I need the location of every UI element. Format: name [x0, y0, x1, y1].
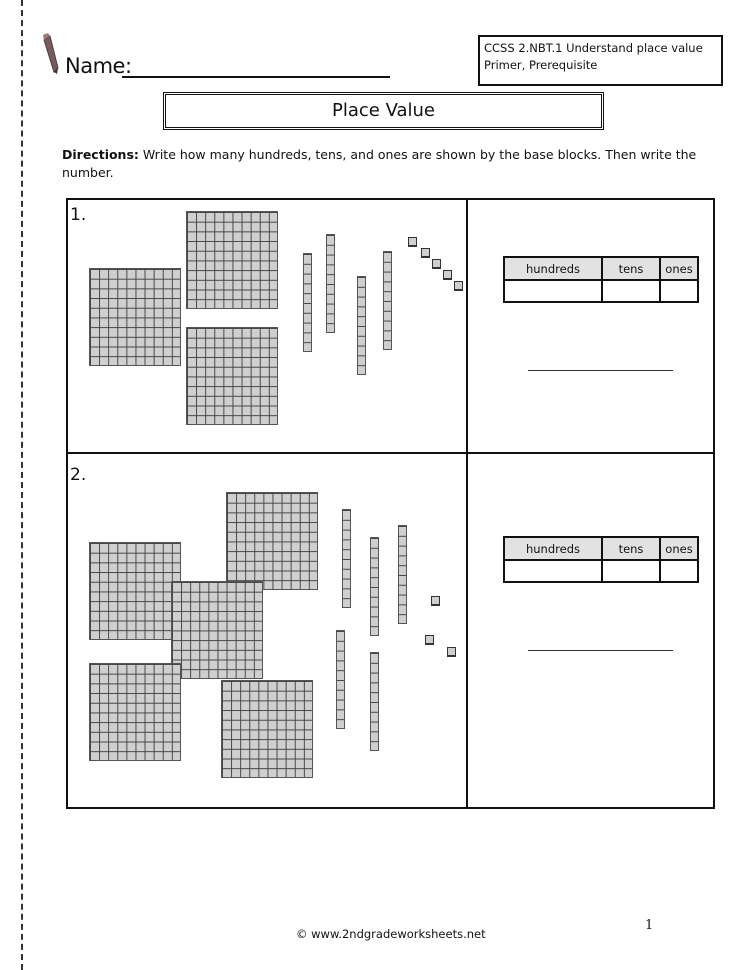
tens-rod-block	[398, 525, 407, 624]
ones-unit-block	[454, 281, 463, 291]
tens-rod-block	[326, 234, 335, 333]
hundreds-flat-block	[186, 211, 278, 309]
pencil-icon	[38, 32, 64, 74]
header-hundreds: hundreds	[504, 257, 602, 280]
hundreds-flat-block	[89, 663, 181, 761]
ones-unit-block	[425, 635, 434, 645]
header-tens: tens	[602, 537, 660, 560]
margin-dashed-line	[21, 0, 23, 970]
tens-rod-block	[357, 276, 366, 375]
standard-line-2: Primer, Prerequisite	[484, 58, 598, 72]
problem-2-place-value-table	[503, 536, 699, 583]
name-label: Name:	[65, 54, 132, 78]
header-tens: tens	[602, 257, 660, 280]
tens-rod-block	[370, 537, 379, 636]
tens-answer-cell[interactable]	[602, 280, 660, 302]
ones-unit-block	[432, 259, 441, 269]
directions-text: Write how many hundreds, tens, and ones are shown by the base blocks. Then write the number.	[62, 147, 697, 180]
hundreds-flat-block	[89, 542, 181, 640]
problem-1-number: 1.	[70, 205, 87, 225]
column-divider	[466, 198, 468, 809]
header-ones: ones	[660, 537, 698, 560]
tens-rod-block	[342, 509, 351, 608]
directions	[62, 146, 702, 182]
problem-2-number-answer-line[interactable]	[528, 650, 673, 651]
tens-rod-block	[370, 652, 379, 751]
standard-box	[478, 35, 723, 86]
name-input-line[interactable]	[122, 76, 390, 78]
tens-answer-cell[interactable]	[602, 560, 660, 582]
problem-2-number: 2.	[70, 465, 87, 485]
hundreds-flat-block	[186, 327, 278, 425]
page-number: 1	[645, 918, 654, 933]
ones-unit-block	[431, 596, 440, 606]
hundreds-flat-block	[221, 680, 313, 778]
tens-rod-block	[303, 253, 312, 352]
standard-line-1: CCSS 2.NBT.1 Understand place value	[484, 41, 703, 55]
page-title: Place Value	[163, 92, 604, 130]
tens-rod-block	[336, 630, 345, 729]
row-divider	[66, 452, 715, 454]
copyright-footer: © www.2ndgradeworksheets.net	[296, 927, 486, 941]
problem-1-number-answer-line[interactable]	[528, 370, 673, 371]
hundreds-answer-cell[interactable]	[504, 280, 602, 302]
ones-answer-cell[interactable]	[660, 280, 698, 302]
header-hundreds: hundreds	[504, 537, 602, 560]
hundreds-flat-block	[89, 268, 181, 366]
hundreds-flat-block	[171, 581, 263, 679]
ones-answer-cell[interactable]	[660, 560, 698, 582]
ones-unit-block	[443, 270, 452, 280]
directions-label: Directions:	[62, 147, 139, 162]
ones-unit-block	[447, 647, 456, 657]
tens-rod-block	[383, 251, 392, 350]
header-ones: ones	[660, 257, 698, 280]
hundreds-answer-cell[interactable]	[504, 560, 602, 582]
ones-unit-block	[408, 237, 417, 247]
problem-1-place-value-table	[503, 256, 699, 303]
hundreds-flat-block	[226, 492, 318, 590]
ones-unit-block	[421, 248, 430, 258]
